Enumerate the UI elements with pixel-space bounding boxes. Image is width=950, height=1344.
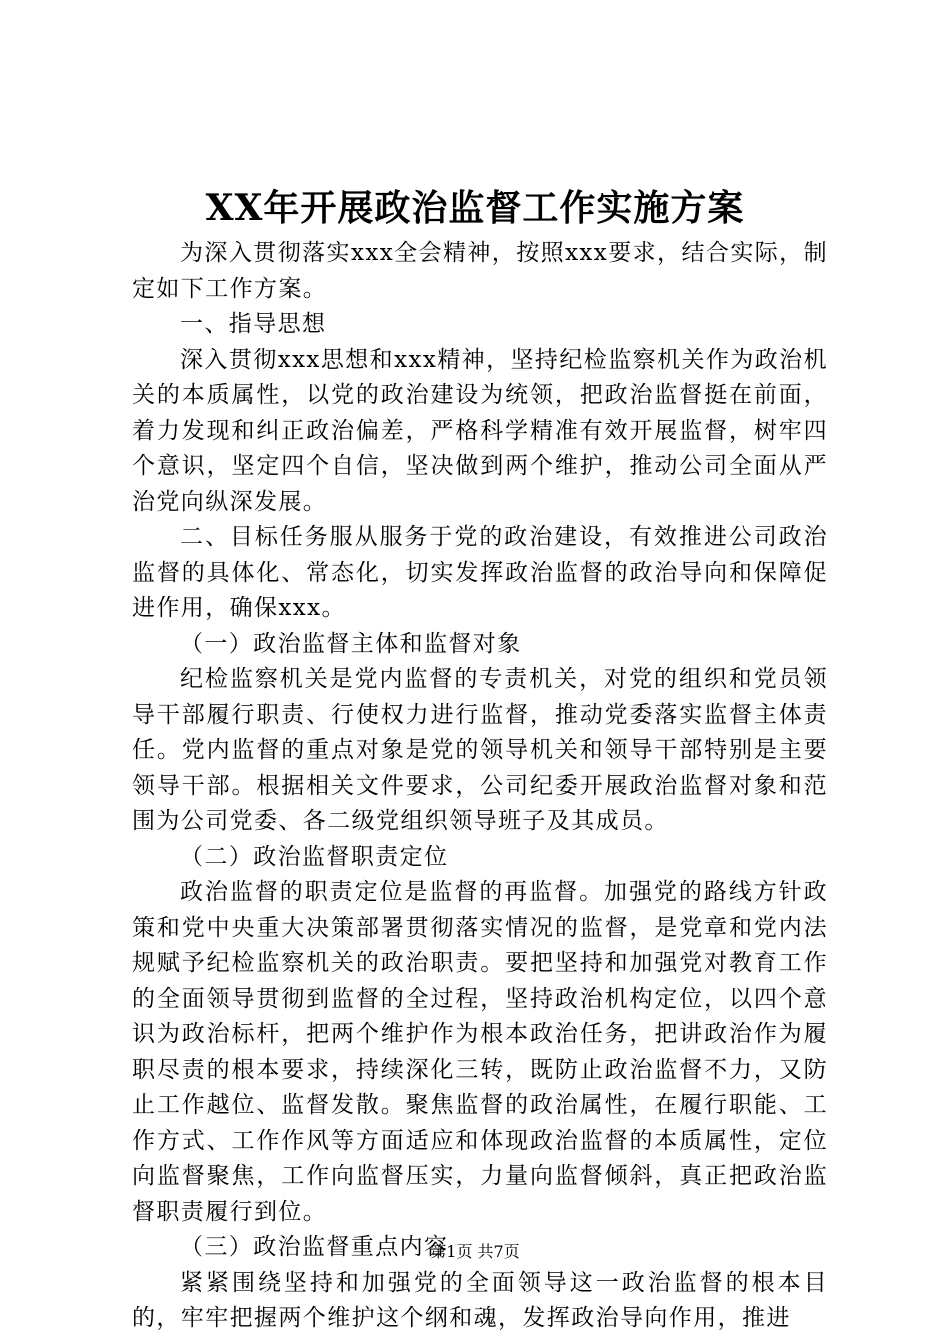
section-heading-guiding-thought: 一、指导思想: [180, 311, 327, 337]
subheading-key-content: （三）政治监督重点内容: [180, 1234, 449, 1260]
paragraph-guiding-thought: 深入贯彻xxx思想和xxx精神，坚持纪检监察机关作为政治机关的本质属性，以党的政治建设为统领，把政治监督挺在前面，着力发现和纠正政治偏差，严格科学精准有效开展监督，树牢四个意识，坚定四个自信，坚决做到两个维护，推动公司全面从严治党向纵深发展。: [132, 346, 828, 515]
document-body: [132, 236, 828, 1337]
paragraph-duty-positioning: 政治监督的职责定位是监督的再监督。加强党的路线方针政策和党中央重大决策部署贯彻落实情况的监督，是党章和党内法规赋予纪检监察机关的政治职责。要把坚持和加强党对教育工作的全面领导贯彻到监督的全过程，坚持政治机构定位，以四个意识为政治标杆，把两个维护作为根本政治任务，把讲政治作为履职尽责的根本要求，持续深化三转，既防止政治监督不力，又防止工作越位、监督发散。聚焦监督的政治属性，在履行职能、工作方式、工作作风等方面适应和体现政治监督的本质属性，定位向监督聚焦，工作向监督压实，力量向监督倾斜，真正把政治监督职责履行到位。: [132, 879, 828, 1225]
intro-paragraph: 为深入贯彻落实xxx全会精神，按照xxx要求，结合实际，制定如下工作方案。: [132, 240, 828, 302]
subheading-supervision-subjects: （一）政治监督主体和监督对象: [180, 630, 522, 657]
paragraph-supervision-subjects: 纪检监察机关是党内监督的专责机关，对党的组织和党员领导干部履行职责、行使权力进行监督，推动党委落实监督主体责任。党内监督的重点对象是党的领导机关和领导干部特别是主要领导干部。根据相关文件要求，公司纪委开展政治监督对象和范围为公司党委、各二级党组织领导班子及其成员。: [132, 666, 828, 834]
document-title: XX年开展政治监督工作实施方案: [205, 187, 745, 229]
subheading-duty-positioning: （二）政治监督职责定位: [180, 843, 449, 870]
paragraph-key-content: 紧紧围绕坚持和加强党的全面领导这一政治监督的根本目的，牢牢把握两个维护这个纲和魂，发挥政治导向作用，推进: [132, 1269, 828, 1331]
paragraph-objectives: 二、目标任务服从服务于党的政治建设，有效推进公司政治监督的具体化、常态化，切实发挥政治监督的政治导向和保障促进作用，确保xxx。: [132, 524, 828, 621]
page-number-footer: 第1页 共7页: [430, 1242, 520, 1261]
